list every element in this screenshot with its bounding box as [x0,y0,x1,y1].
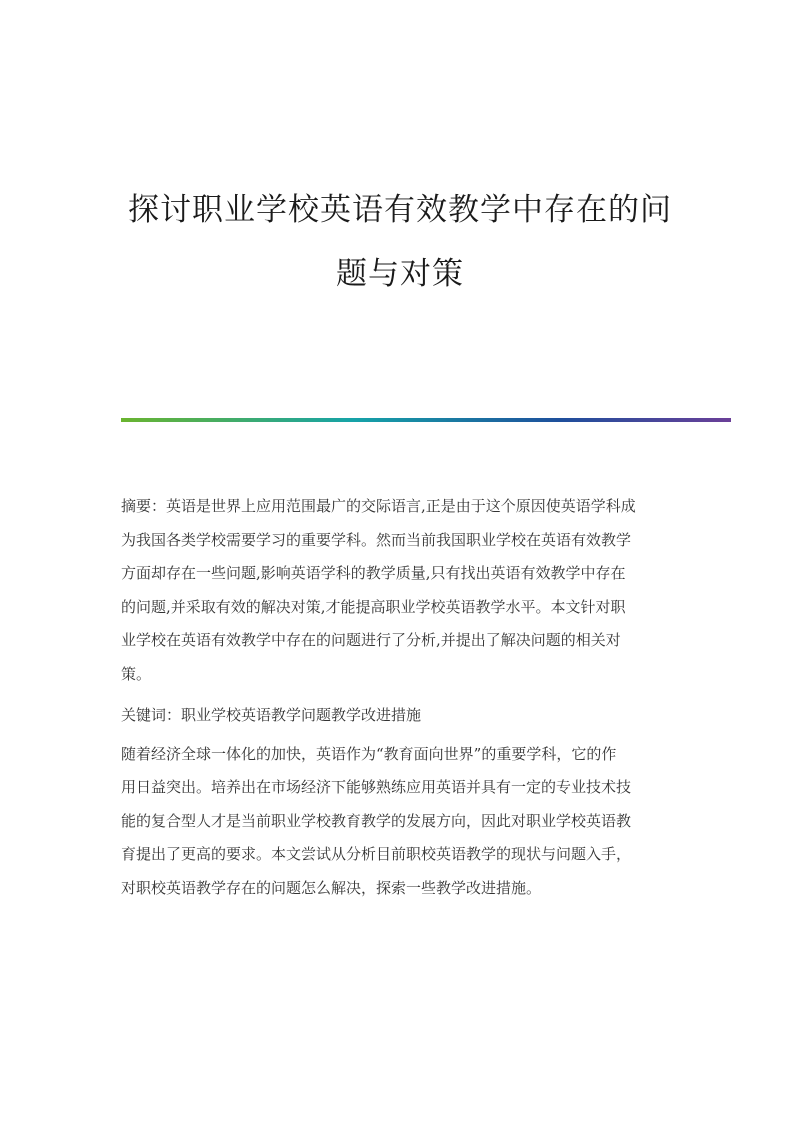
intro-line: 育提出了更高的要求。本文尝试从分析目前职校英语教学的现状与问题入手， [121,845,632,863]
abstract-line: 业学校在英语有效教学中存在的问题进行了分析,并提出了解决问题的相关对 [121,631,621,649]
gradient-divider [121,418,731,422]
document-title [110,178,690,306]
abstract-paragraph [121,490,691,691]
document-body [121,490,691,905]
intro-line: 能的复合型人才是当前职业学校教育教学的发展方向，因此对职业学校英语教 [121,811,632,830]
abstract-line: 的问题,并采取有效的解决对策,才能提高职业学校英语教学水平。本文针对职 [121,597,626,616]
abstract-line: 方面却存在一些问题,影响英语学科的教学质量,只有找出英语有效教学中存在 [121,564,626,582]
title-line-1: 探讨职业学校英语有效教学中存在的问 [128,192,672,228]
intro-paragraph [121,738,691,906]
abstract-line: 为我国各类学校需要学习的重要学科。然而当前我国职业学校在英语有效教学 [121,530,632,549]
title-line-2: 题与对策 [336,256,464,292]
intro-line: 对职校英语教学存在的问题怎么解决，探索一些教学改进措施。 [121,878,542,897]
intro-line: 随着经济全球一体化的加快，英语作为“教育面向世界”的重要学科，它的作 [121,744,617,763]
intro-line: 用日益突出。培养出在市场经济下能够熟练应用英语并具有一定的专业技术技 [121,778,632,796]
abstract-line: 摘要：英语是世界上应用范围最广的交际语言,正是由于这个原因使英语学科成 [121,497,636,515]
keywords-line: 关键词：职业学校英语教学问题教学改进措施 [121,706,422,724]
abstract-line: 策。 [121,664,152,683]
